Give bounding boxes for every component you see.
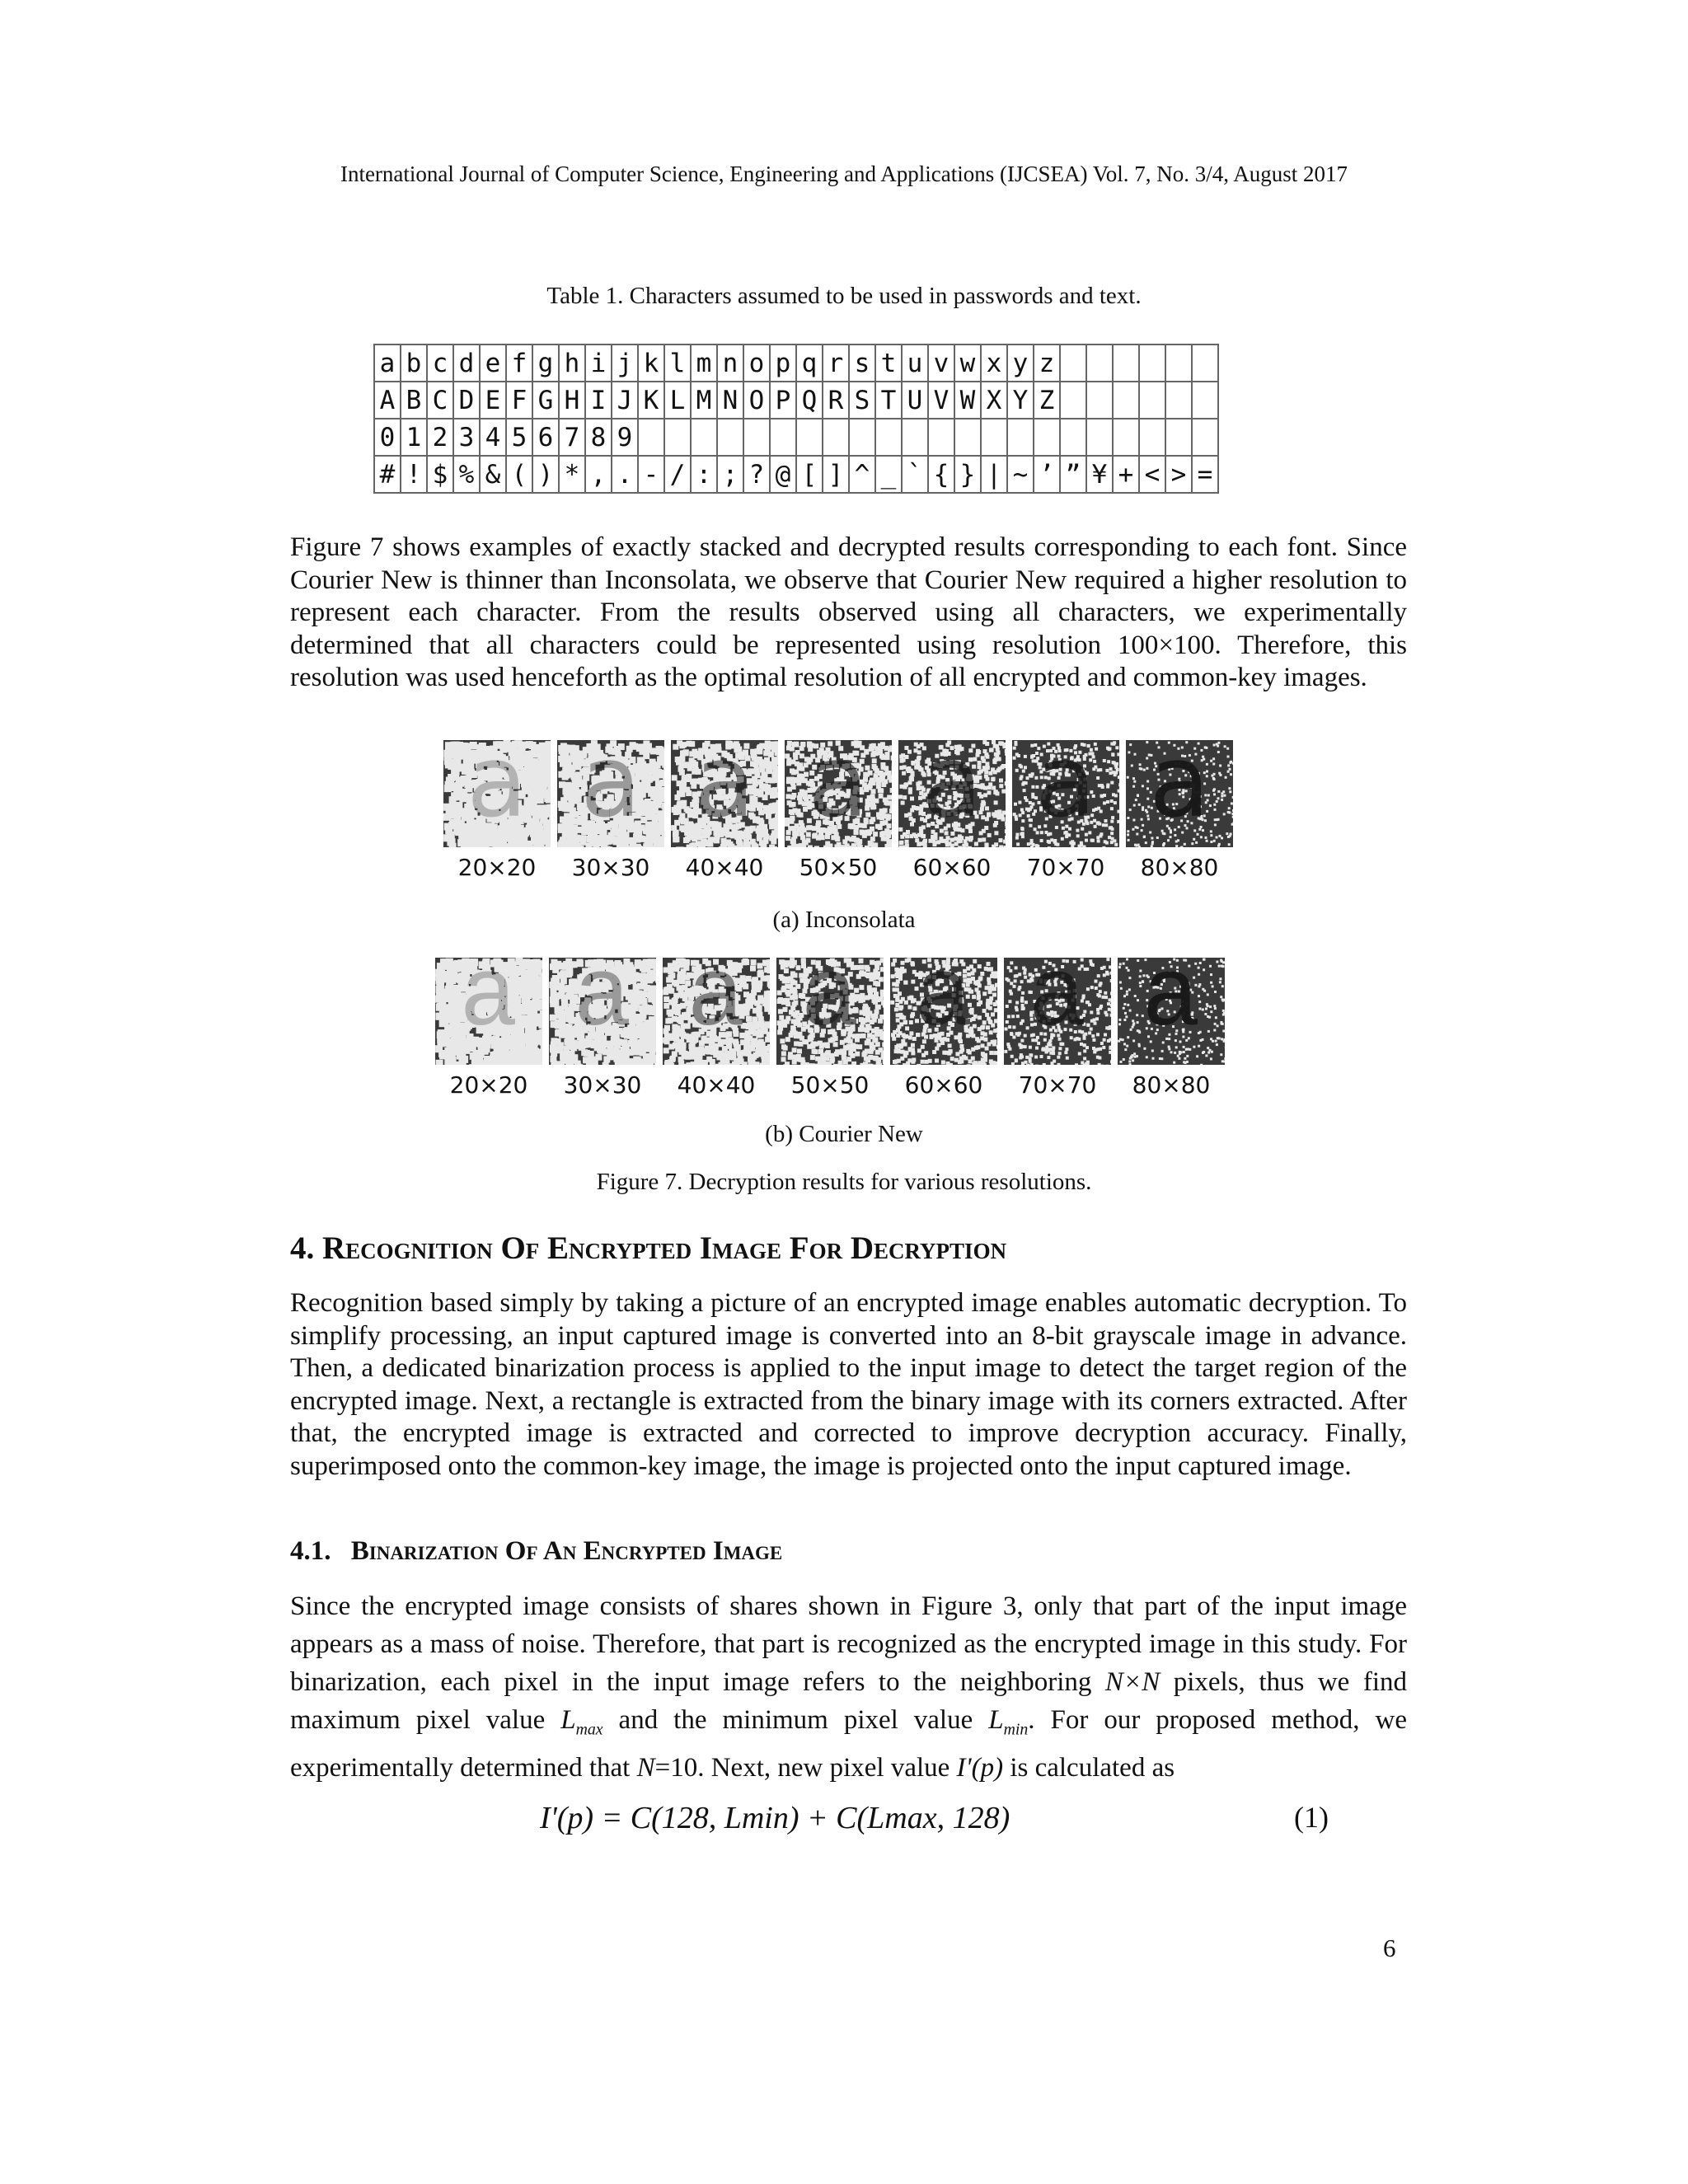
table-cell xyxy=(717,419,743,456)
table-cell: O xyxy=(743,382,770,419)
character-table xyxy=(373,344,1219,494)
table-row xyxy=(374,382,1218,419)
table-cell: H xyxy=(559,382,585,419)
table-cell xyxy=(1139,344,1165,382)
math-ip: I'(p) xyxy=(956,1752,1004,1783)
table-cell: ) xyxy=(532,456,559,493)
subsection-title: Binarization Of An Encrypted Image xyxy=(350,1536,783,1566)
table-cell: * xyxy=(559,456,585,493)
table-cell: ^ xyxy=(849,456,875,493)
table-cell: j xyxy=(612,344,638,382)
running-header: International Journal of Computer Science, Engineering and Applications (IJCSEA) Vol. 7, No. 3/4, August 2017 xyxy=(340,162,1348,186)
table-cell xyxy=(1086,382,1113,419)
math-lmin-sub: min xyxy=(1003,1720,1029,1739)
table-cell: e xyxy=(480,344,506,382)
math-lmax: L xyxy=(560,1705,576,1735)
table-cell: [ xyxy=(796,456,823,493)
table-cell: w xyxy=(954,344,981,382)
table-cell: $ xyxy=(427,456,453,493)
decryption-result-image xyxy=(898,740,1006,847)
table-cell: ; xyxy=(717,456,743,493)
table-cell: # xyxy=(374,456,401,493)
table-cell xyxy=(1113,382,1139,419)
decryption-result-image xyxy=(890,958,997,1065)
text-run: =10. Next, new pixel value xyxy=(654,1752,957,1783)
table-cell: G xyxy=(532,382,559,419)
decrypted-glyph: a xyxy=(467,740,528,840)
resolution-label: 50×50 xyxy=(790,1071,870,1099)
table-cell: f xyxy=(506,344,532,382)
text-run: pixels, thus we find maximum pixel value xyxy=(290,1667,1407,1735)
decryption-result-image xyxy=(1118,958,1225,1065)
decryption-result-image xyxy=(663,958,770,1065)
table-cell: J xyxy=(612,382,638,419)
resolution-label: 60×60 xyxy=(912,854,992,881)
table-cell: E xyxy=(480,382,506,419)
table-cell: , xyxy=(585,456,612,493)
table-cell: p xyxy=(770,344,796,382)
table-cell: | xyxy=(981,456,1007,493)
table-row xyxy=(374,419,1218,456)
table-cell: ] xyxy=(823,456,849,493)
table-cell: W xyxy=(954,382,981,419)
table-cell xyxy=(1192,344,1218,382)
table-cell: - xyxy=(638,456,664,493)
table-cell: 4 xyxy=(480,419,506,456)
table-cell: } xyxy=(954,456,981,493)
table-cell: x xyxy=(981,344,1007,382)
decryption-result-image xyxy=(443,740,551,847)
decrypted-glyph: a xyxy=(1149,740,1210,840)
table-cell: : xyxy=(691,456,717,493)
resolution-label: 60×60 xyxy=(904,1071,983,1099)
decryption-result-image xyxy=(671,740,778,847)
table-cell xyxy=(875,419,902,456)
table-cell: Q xyxy=(796,382,823,419)
table-cell: & xyxy=(480,456,506,493)
table-row xyxy=(374,456,1218,493)
section-heading-4-1 xyxy=(290,1536,782,1567)
decryption-result-image xyxy=(557,740,664,847)
table-cell xyxy=(691,419,717,456)
resolution-label: 50×50 xyxy=(799,854,878,881)
table-cell: 6 xyxy=(532,419,559,456)
table-cell: v xyxy=(928,344,954,382)
table-cell: 3 xyxy=(453,419,480,456)
table-cell: T xyxy=(875,382,902,419)
table-cell xyxy=(928,419,954,456)
table-cell: ? xyxy=(743,456,770,493)
decrypted-glyph: a xyxy=(921,740,982,840)
table-cell: b xyxy=(401,344,427,382)
decrypted-glyph: a xyxy=(799,958,860,1055)
table-cell xyxy=(1113,344,1139,382)
table-cell: { xyxy=(928,456,954,493)
section-heading-4 xyxy=(290,1230,1006,1267)
resolution-label: 80×80 xyxy=(1132,1071,1211,1099)
table-cell: ¥ xyxy=(1086,456,1113,493)
text-run: and the minimum pixel value xyxy=(603,1705,989,1735)
math-lmax-sub: max xyxy=(575,1720,603,1739)
decryption-result-image xyxy=(435,958,542,1065)
table-cell: F xyxy=(506,382,532,419)
table-cell: K xyxy=(638,382,664,419)
decrypted-glyph: a xyxy=(808,740,869,840)
table-cell: V xyxy=(928,382,954,419)
table-cell: ~ xyxy=(1007,456,1034,493)
decryption-result-image xyxy=(785,740,892,847)
text-run: is calculated as xyxy=(1003,1752,1175,1783)
decrypted-glyph: a xyxy=(580,740,641,840)
equation-number: (1) xyxy=(1294,1801,1329,1834)
table-cell: g xyxy=(532,344,559,382)
table-cell: P xyxy=(770,382,796,419)
table-cell: L xyxy=(664,382,691,419)
table-cell xyxy=(1139,419,1165,456)
subcaption-inconsolata: (a) Inconsolata xyxy=(772,907,916,933)
table-cell: B xyxy=(401,382,427,419)
table-cell: N xyxy=(717,382,743,419)
page-number: 6 xyxy=(1383,1933,1396,1962)
table-cell xyxy=(796,419,823,456)
subcaption-courier: (b) Courier New xyxy=(765,1121,923,1147)
table-cell: 8 xyxy=(585,419,612,456)
section-number: 4. xyxy=(290,1230,315,1266)
table-cell: ` xyxy=(902,456,928,493)
figure-caption: Figure 7. Decryption results for various resolutions. xyxy=(596,1169,1092,1195)
table-cell xyxy=(743,419,770,456)
table-cell: + xyxy=(1113,456,1139,493)
resolution-label: 70×70 xyxy=(1018,1071,1097,1099)
decryption-result-image xyxy=(1004,958,1111,1065)
table-cell xyxy=(902,419,928,456)
decryption-result-image xyxy=(776,958,884,1065)
table-cell: y xyxy=(1007,344,1034,382)
table-cell xyxy=(1007,419,1034,456)
table-cell xyxy=(981,419,1007,456)
table-cell: . xyxy=(612,456,638,493)
table-cell: 7 xyxy=(559,419,585,456)
table-cell xyxy=(1060,419,1086,456)
table-cell: > xyxy=(1165,456,1192,493)
math-lmin: L xyxy=(988,1705,1004,1735)
table-cell: k xyxy=(638,344,664,382)
table-cell: o xyxy=(743,344,770,382)
table-cell: X xyxy=(981,382,1007,419)
resolution-label: 40×40 xyxy=(685,854,764,881)
resolution-label: 30×30 xyxy=(571,854,650,881)
table-cell: U xyxy=(902,382,928,419)
decrypted-glyph: a xyxy=(458,958,518,1055)
table-cell: c xyxy=(427,344,453,382)
table-cell: R xyxy=(823,382,849,419)
math-n: N xyxy=(636,1752,655,1783)
table-cell xyxy=(770,419,796,456)
resolution-label: 30×30 xyxy=(563,1071,642,1099)
paragraph-binarization xyxy=(290,1587,1407,1787)
table-cell: C xyxy=(427,382,453,419)
decryption-result-image xyxy=(549,958,656,1065)
table-cell: % xyxy=(453,456,480,493)
table-cell: A xyxy=(374,382,401,419)
table-cell: I xyxy=(585,382,612,419)
math-nxn: N×N xyxy=(1104,1667,1160,1697)
table-cell: D xyxy=(453,382,480,419)
paragraph-figure7-intro: Figure 7 shows examples of exactly stacked and decrypted results corresponding to each font. Since Courier New is thinner than Inconsolata, we observe that Courier New required a higher resolution to represent each character. From the results observed using all characters, we experimentally determined that all characters could be represented using resolution 100×100. Therefore, this resolution was used henceforth as the optimal resolution of all encrypted and common-key images. xyxy=(290,532,1407,692)
table-caption: Table 1. Characters assumed to be used in passwords and text. xyxy=(546,283,1142,309)
table-cell xyxy=(1165,382,1192,419)
decrypted-glyph: a xyxy=(694,740,755,840)
table-cell: u xyxy=(902,344,928,382)
text-run: Since the encrypted image consists of shares shown in Figure 3, only that part of the input image appears as a mass of noise. Therefore, that part is recognized as the encrypted image in this study. For binarization, each pixel in the input image refers to the neighboring xyxy=(290,1591,1407,1697)
decrypted-glyph: a xyxy=(1141,958,1201,1055)
resolution-label: 40×40 xyxy=(677,1071,756,1099)
table-cell xyxy=(1113,419,1139,456)
table-cell xyxy=(954,419,981,456)
table-cell xyxy=(849,419,875,456)
table-cell: d xyxy=(453,344,480,382)
decryption-result-image xyxy=(1012,740,1119,847)
table-cell: ” xyxy=(1060,456,1086,493)
table-cell xyxy=(1192,382,1218,419)
subsection-number: 4.1. xyxy=(290,1536,331,1566)
table-cell xyxy=(1060,344,1086,382)
table-cell xyxy=(1192,419,1218,456)
resolution-label: 80×80 xyxy=(1140,854,1219,881)
text-run: . For our proposed method, we experimentally determined that xyxy=(290,1705,1407,1783)
table-cell: / xyxy=(664,456,691,493)
table-cell xyxy=(638,419,664,456)
table-cell xyxy=(664,419,691,456)
paragraph-section4: Recognition based simply by taking a picture of an encrypted image enables automatic decryption. To simplify processing, an input captured image is converted into an 8-bit grayscale image in advance. Then, a dedicated binarization process is applied to the input image to detect the target region of the encrypted image. Next, a rectangle is extracted from the binary image with its corners extracted. After that, the encrypted image is extracted and corrected to improve decryption accuracy. Finally, superimposed onto the common-key image, the image is projected onto the input captured image. xyxy=(290,1288,1407,1481)
table-cell: _ xyxy=(875,456,902,493)
table-cell: s xyxy=(849,344,875,382)
table-cell xyxy=(1086,419,1113,456)
table-cell xyxy=(1165,344,1192,382)
table-cell: q xyxy=(796,344,823,382)
table-cell: i xyxy=(585,344,612,382)
resolution-label: 20×20 xyxy=(457,854,537,881)
table-cell: 2 xyxy=(427,419,453,456)
table-cell: Y xyxy=(1007,382,1034,419)
table-cell xyxy=(1034,419,1060,456)
table-cell: h xyxy=(559,344,585,382)
table-cell: a xyxy=(374,344,401,382)
table-cell: m xyxy=(691,344,717,382)
table-cell: l xyxy=(664,344,691,382)
decrypted-glyph: a xyxy=(1027,958,1087,1055)
decrypted-glyph: a xyxy=(572,958,632,1055)
table-cell: t xyxy=(875,344,902,382)
table-cell xyxy=(1139,382,1165,419)
figure-courier-panels xyxy=(435,958,1225,1099)
table-cell: M xyxy=(691,382,717,419)
resolution-label: 70×70 xyxy=(1026,854,1105,881)
figure-inconsolata-panels xyxy=(443,740,1233,881)
table-cell: n xyxy=(717,344,743,382)
table-cell: ( xyxy=(506,456,532,493)
decrypted-glyph: a xyxy=(1035,740,1096,840)
decrypted-glyph: a xyxy=(686,958,746,1055)
table-row xyxy=(374,344,1218,382)
table-cell: r xyxy=(823,344,849,382)
table-cell: < xyxy=(1139,456,1165,493)
table-cell: ! xyxy=(401,456,427,493)
table-cell xyxy=(1165,419,1192,456)
table-cell xyxy=(823,419,849,456)
decrypted-glyph: a xyxy=(913,958,973,1055)
table-cell: 1 xyxy=(401,419,427,456)
table-cell: = xyxy=(1192,456,1218,493)
table-cell: 9 xyxy=(612,419,638,456)
table-cell: 5 xyxy=(506,419,532,456)
table-cell xyxy=(1060,382,1086,419)
table-cell: Z xyxy=(1034,382,1060,419)
table-cell: S xyxy=(849,382,875,419)
table-cell: ’ xyxy=(1034,456,1060,493)
table-cell xyxy=(1086,344,1113,382)
table-cell: @ xyxy=(770,456,796,493)
table-cell: z xyxy=(1034,344,1060,382)
resolution-label: 20×20 xyxy=(449,1071,528,1099)
decryption-result-image xyxy=(1126,740,1233,847)
section-title: Recognition Of Encrypted Image For Decryption xyxy=(322,1230,1007,1266)
table-cell: 0 xyxy=(374,419,401,456)
equation-1: I'(p) = C(128, Lmin) + C(Lmax, 128) xyxy=(540,1801,1010,1835)
